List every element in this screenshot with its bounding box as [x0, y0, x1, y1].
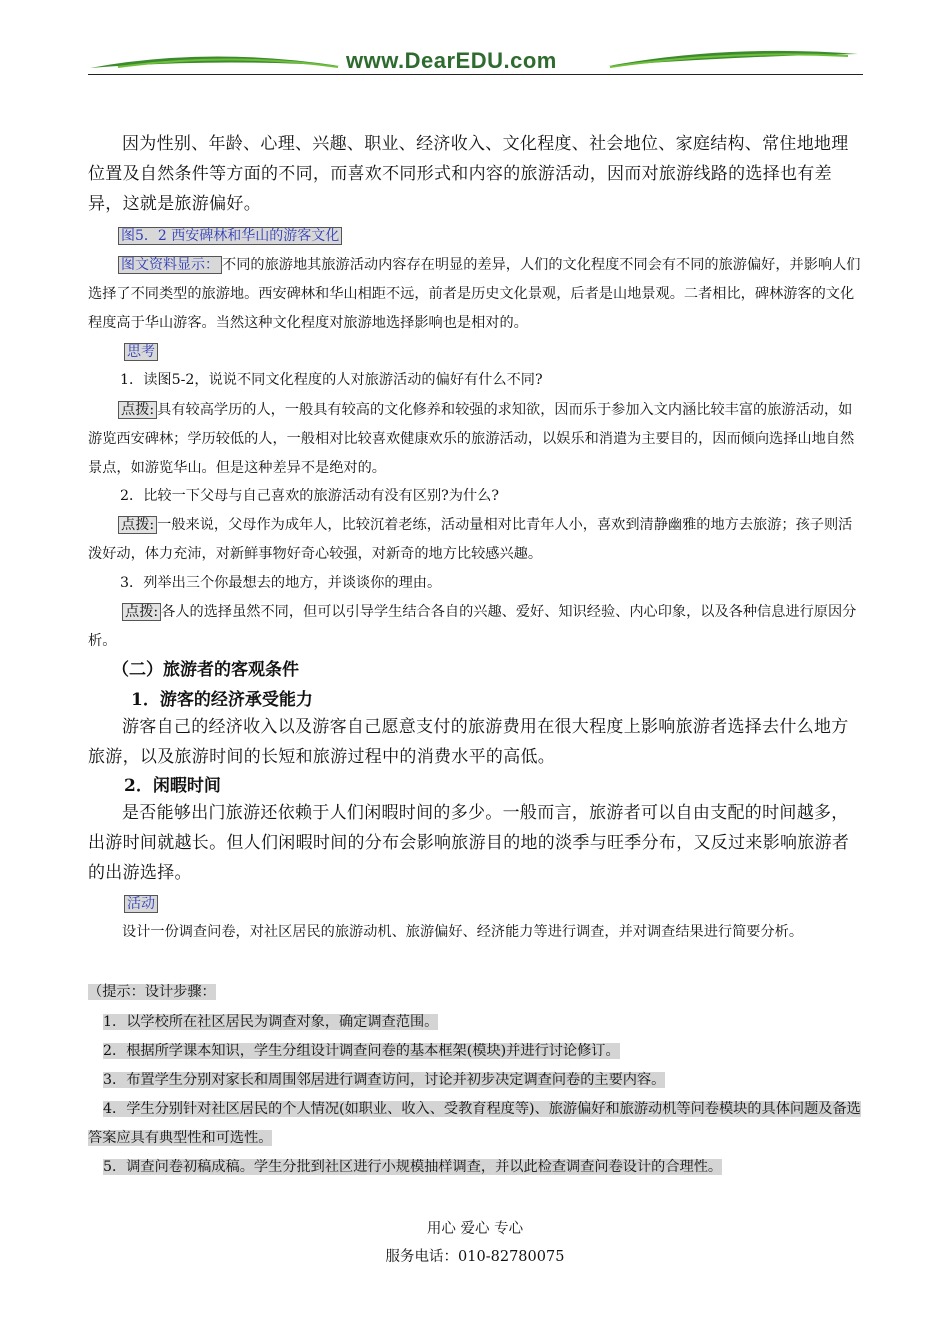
step-2: 2．根据所学课本知识，学生分组设计调查问卷的基本框架(模块)并进行讨论修订。 [103, 1043, 620, 1059]
figure-caption [118, 222, 894, 251]
think-label [124, 338, 900, 367]
subheading-economy: 1．游客的经济承受能力 [131, 690, 313, 710]
activity-paragraph: 设计一份调查问卷，对社区居民的旅游动机、旅游偏好、经济能力等进行调查，并对调查结果进行简要分析。 [122, 924, 804, 940]
activity-label [124, 890, 900, 919]
hint-tag: 点拨: [122, 603, 161, 621]
think-tag: 思考 [124, 343, 158, 361]
hint-tag: 点拨: [118, 401, 157, 419]
header-rule [88, 74, 863, 75]
footer-motto: 用心 爱心 专心 [426, 1221, 524, 1237]
step-3: 3．布置学生分别对家长和周围邻居进行调查访问，讨论并初步决定调查问卷的主要内容。 [103, 1072, 666, 1088]
material-paragraph: 图文资料显示： 不同的旅游地其旅游活动内容存在明显的差异，人们的文化程度不同会有不同的旅游偏好，并影响人们选择了不同类型的旅游地。西安碑林和华山相距不远，前者是历史文化景观，后者是山地景观。二者相比，碑林游客的文化程度高于华山游客。当然这种文化程度对旅游地选择影响也是相对的。 [88, 257, 861, 331]
leisure-paragraph: 是否能够出门旅游还依赖于人们闲暇时间的多少。一般而言，旅游者可以自由支配的时间越多，出游时间就越长。但人们闲暇时间的分布会影响旅游目的地的淡季与旺季分布，又反过来影响旅游者的出游选择。 [88, 803, 850, 883]
hint-tag: 点拨: [118, 516, 157, 534]
question-3: 3．列举出三个你最想去的地方，并谈谈你的理由。 [120, 575, 442, 591]
step-1: 1．以学校所在社区居民为调查对象，确定调查范围。 [103, 1014, 439, 1030]
footer-phone: 服务电话：010-82780075 [385, 1249, 565, 1265]
answer-3: 点拨: 各人的选择虽然不同，但可以引导学生结合各自的兴趣、爱好、知识经验、内心印象，以及各种信息进行原因分析。 [88, 604, 857, 649]
question-2: 2．比较一下父母与自己喜欢的旅游活动有没有区别?为什么? [120, 488, 499, 504]
step-5: 5．调查问卷初稿成稿。学生分批到社区进行小规模抽样调查，并以此检查调查问卷设计的合理性。 [103, 1159, 723, 1175]
section-heading: （二）旅游者的客观条件 [112, 660, 299, 680]
answer-2: 点拨: 一般来说，父母作为成年人，比较沉着老练，活动量相对比青年人小，喜欢到清静幽雅的地方去旅游；孩子则活泼好动，体力充沛，对新鲜事物好奇心较强，对新奇的地方比较感兴趣。 [88, 517, 853, 562]
subheading-leisure: 2．闲暇时间 [124, 776, 221, 796]
intro-paragraph: 因为性别、年龄、心理、兴趣、职业、经济收入、文化程度、社会地位、家庭结构、常住地地理位置及自然条件等方面的不同，而喜欢不同形式和内容的旅游活动，因而对旅游线路的选择也有差异，这就是旅游偏好。 [88, 134, 849, 214]
figure-tag: 图5．2 西安碑林和华山的游客文化 [118, 227, 342, 245]
step-4: 4．学生分别针对社区居民的个人情况(如职业、收入、受教育程度等)、旅游偏好和旅游动机等问卷模块的具体问题及备选答案应具有典型性和可选性。 [88, 1101, 861, 1146]
tip-line: （提示：设计步骤： [88, 984, 216, 1000]
answer-1: 点拨: 具有较高学历的人，一般具有较高的文化修养和较强的求知欲，因而乐于参加入文内涵比较丰富的旅游活动，如游览西安碑林；学历较低的人，一般相对比较喜欢健康欢乐的旅游活动，以娱乐和消遣为主要目的，因而倾向选择山地自然景点，如游览华山。但是这种差异不是绝对的。 [88, 402, 855, 476]
activity-tag: 活动 [124, 895, 158, 913]
site-logo: www.DearEDU.com [346, 48, 557, 73]
question-1: 1．读图5-2，说说不同文化程度的人对旅游活动的偏好有什么不同? [120, 372, 543, 388]
economy-paragraph: 游客自己的经济收入以及游客自己愿意支付的旅游费用在很大程度上影响旅游者选择去什么地方旅游，以及旅游时间的长短和旅游过程中的消费水平的高低。 [88, 717, 849, 767]
material-tag: 图文资料显示： [118, 256, 222, 274]
